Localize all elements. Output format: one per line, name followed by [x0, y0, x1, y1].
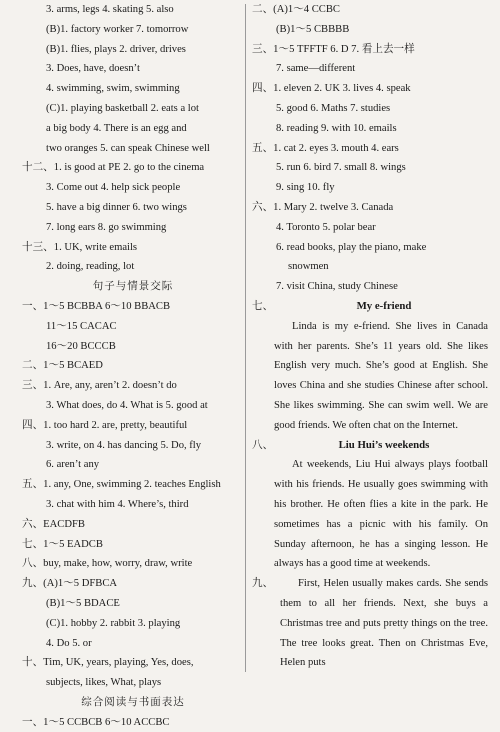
- right-answer-list: [252, 0, 488, 297]
- answer-line: a big body 4. There is an egg and: [46, 122, 187, 134]
- answer-line: (B)1. factory worker 7. tomorrow: [46, 23, 189, 35]
- answer-line: 2. doing, reading, lot: [46, 261, 135, 273]
- answer-line: 3. What does, do 4. What is 5. good at: [46, 399, 208, 411]
- answer-line: 六、EACDFB: [22, 518, 85, 530]
- answer-line: 16～20 BCCCB: [46, 340, 116, 352]
- answer-line: 3. Come out 4. help sick people: [46, 182, 181, 194]
- answer-line: two oranges 5. can speak Chinese well: [46, 142, 210, 154]
- answer-line: 三、1～5 TFFTF 6. D 7. 看上去一样: [252, 43, 415, 55]
- essay1-number: 七、: [252, 300, 274, 312]
- essay1-heading: [252, 297, 488, 317]
- answer-line: snowmen: [288, 261, 329, 273]
- answer-line: 二、(A)1～4 CCBC: [252, 4, 340, 15]
- answer-line: 5. run 6. bird 7. small 8. wings: [276, 162, 406, 174]
- essay1-title: My e-friend: [356, 299, 412, 312]
- section-heading: 综合阅读与书面表达: [81, 695, 185, 708]
- essay1-block: [252, 317, 488, 436]
- answer-line: 7. visit China, study Chinese: [276, 281, 398, 293]
- answer-line: 4. swimming, swim, swimming: [46, 83, 180, 95]
- answer-line: 八、buy, make, how, worry, draw, write: [22, 558, 193, 570]
- answer-line: subjects, likes, What, plays: [46, 677, 162, 689]
- answer-line: 11～15 CACAC: [46, 320, 117, 332]
- answer-line: 十三、1. UK, write emails: [22, 241, 138, 253]
- answer-line: 4. Do 5. or: [46, 637, 92, 649]
- answer-line: 3. Does, have, doesn’t: [46, 63, 140, 75]
- answer-line: (C)1. hobby 2. rabbit 3. playing: [46, 617, 181, 629]
- essay1-body: Linda is my e-friend. She lives in Canada with her parents. She’s 11 years old. She likes English very much. She’s good at English. She loves China and she studies Chinese after school. She likes swimming. She can swim well. We are good friends. We often chat on the Internet.: [274, 320, 488, 431]
- answer-line: 七、1～5 EADCB: [22, 538, 103, 550]
- essay3-number: 九、: [252, 578, 274, 590]
- answer-line: 6. read books, play the piano, make: [276, 241, 427, 253]
- answer-line: 四、1. too hard 2. are, pretty, beautiful: [22, 419, 188, 431]
- left-column: [22, 0, 244, 732]
- answer-line: 3. chat with him 4. Where’s, third: [46, 498, 189, 510]
- answer-line: 十、Tim, UK, years, playing, Yes, does,: [22, 657, 194, 669]
- answer-line: 5. good 6. Maths 7. studies: [276, 102, 391, 114]
- answer-line: (B)1～5 BDACE: [46, 597, 120, 609]
- answer-line: 3. arms, legs 4. skating 5. also: [46, 4, 174, 15]
- answer-line: 一、1～5 CCBCB 6～10 ACCBC: [22, 716, 170, 728]
- answer-line: 五、1. any, One, swimming 2. teaches English: [22, 479, 221, 491]
- answer-line: 4. Toronto 5. polar bear: [276, 221, 376, 233]
- essay2-title: Liu Hui’s weekends: [338, 438, 430, 451]
- answer-line: 9. sing 10. fly: [276, 182, 335, 194]
- answer-line: 十二、1. is good at PE 2. go to the cinema: [22, 162, 205, 174]
- essay3-body: First, Helen usually makes cards. She sends them to all her friends. Next, she buys a Christmas tree and puts pretty things on the tree. The tree looks great. Then on Christmas Eve, Helen puts: [280, 578, 488, 669]
- answer-line: (B)1. flies, plays 2. driver, drives: [46, 43, 186, 55]
- essay2-heading: [252, 436, 488, 456]
- right-column: [252, 0, 488, 673]
- essay2-body: At weekends, Liu Hui always plays football with his friends. He usually goes swimming with his brother. He often flies a kite in the park. He sometimes has a picnic with his family. On Sunday afternoon, he has a singing lesson. He always has a good time at weekends.: [274, 459, 488, 570]
- answer-line: 一、1～5 BCBBA 6～10 BBACB: [22, 300, 171, 312]
- column-divider: [245, 4, 246, 672]
- answer-line: (B)1～5 CBBBB: [276, 23, 350, 35]
- answer-line: 四、1. eleven 2. UK 3. lives 4. speak: [252, 83, 411, 95]
- answer-line: 8. reading 9. with 10. emails: [276, 122, 397, 134]
- essay2-number: 八、: [252, 439, 274, 451]
- essay3-heading: [252, 574, 488, 673]
- section-heading: 句子与情景交际: [92, 280, 174, 293]
- answer-line: (C)1. playing basketball 2. eats a lot: [46, 102, 199, 114]
- answer-line: 5. have a big dinner 6. two wings: [46, 201, 187, 213]
- answer-line: 三、1. Are, any, aren’t 2. doesn’t do: [22, 380, 177, 392]
- answer-line: 二、1～5 BCAED: [22, 360, 103, 372]
- answer-line: 7. long ears 8. go swimming: [46, 221, 167, 233]
- answer-line: 7. same—different: [276, 63, 356, 75]
- answer-line: 五、1. cat 2. eyes 3. mouth 4. ears: [252, 142, 399, 154]
- answer-line: 六、1. Mary 2. twelve 3. Canada: [252, 201, 394, 213]
- answer-line: 6. aren’t any: [46, 459, 100, 471]
- answer-line: 九、(A)1～5 DFBCA: [22, 578, 118, 590]
- answer-line: 3. write, on 4. has dancing 5. Do, fly: [46, 439, 202, 451]
- essay2-block: [252, 455, 488, 574]
